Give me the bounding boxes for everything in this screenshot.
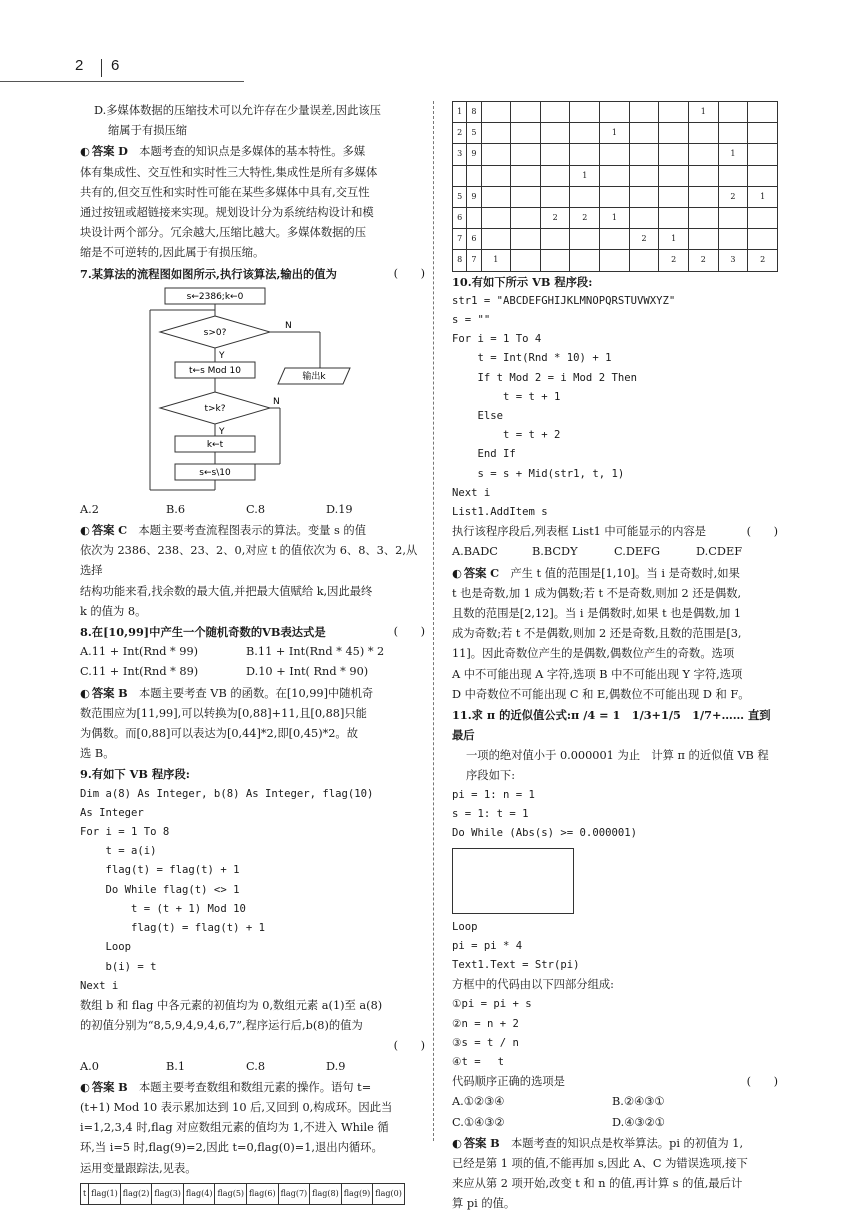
trace-header-cell: flag(3): [152, 1183, 184, 1204]
trace-header-cell: flag(5): [215, 1183, 247, 1204]
trace-cell: [659, 144, 689, 165]
trace-header-cell: flag(4): [183, 1183, 215, 1204]
q11-expl-3: 算 pi 的值。: [452, 1197, 516, 1211]
trace-cell: [689, 144, 719, 165]
q10-answer: ◐ 答案 C 产生 t 值的范围是[1,10]。当 i 是奇数时,如果: [452, 563, 778, 584]
trace-cell: 2: [570, 208, 600, 229]
trace-cell: [659, 102, 689, 123]
page-header: [0, 55, 244, 82]
trace-cell: [481, 208, 511, 229]
q10-option-d: D.CDEF: [696, 545, 743, 559]
trace-cell: 2: [540, 208, 570, 229]
q11-options-row1: [452, 1092, 778, 1112]
trace-cell: [629, 250, 659, 271]
trace-header-cell: flag(8): [310, 1183, 342, 1204]
q11-part-4: ④t = t: [452, 1055, 504, 1068]
q9-option-b: B.1: [166, 1059, 186, 1073]
trace-cell: [629, 186, 659, 207]
q10-desc: 执行该程序段后,列表框 List1 中可能显示的内容是 ( ): [452, 525, 778, 539]
trace-cell: [540, 123, 570, 144]
q10-option-c: C.DEFG: [614, 545, 660, 559]
fc-no-label-1: N: [285, 320, 292, 331]
trace-cell: 7: [467, 250, 481, 271]
q8-options-row1: [80, 642, 425, 662]
trace-cell: [718, 123, 748, 144]
trace-cell: [540, 165, 570, 186]
trace-cell: [600, 250, 630, 271]
trace-header-cell: flag(0): [373, 1183, 405, 1204]
trace-cell: [540, 250, 570, 271]
fc-cond1-text: s>0?: [203, 327, 227, 338]
trace-cell: [481, 165, 511, 186]
trace-cell: [629, 102, 659, 123]
q11-option-b: B.②④③①: [612, 1095, 665, 1109]
q11-stem-0: 11.求 π 的近似值公式:π /4 = 1 1/3+1/5 1/7+…… 直到最后: [452, 708, 771, 743]
trace-cell: [629, 123, 659, 144]
trace-cell: [689, 186, 719, 207]
trace-cell: 1: [600, 123, 630, 144]
trace-cell: [689, 229, 719, 250]
q10-option-a: A.BADC: [452, 545, 498, 559]
q11-expl-2: 来应从第 2 项开始,改变 t 和 n 的值,再计算 s 的值,最后计: [452, 1177, 743, 1191]
trace-row: [453, 229, 778, 250]
trace-cell: [748, 144, 778, 165]
trace-cell: [481, 186, 511, 207]
q9-desc-0: 数组 b 和 flag 中各元素的初值均为 0,数组元素 a(1)至 a(8): [80, 998, 383, 1012]
q9-expl-4: 运用变量跟踪法,见表。: [80, 1161, 197, 1175]
trace-cell: [540, 144, 570, 165]
trace-cell: [511, 186, 541, 207]
trace-row: [453, 208, 778, 229]
fc-cond2-text: t>k?: [204, 403, 226, 414]
q7-expl-2: 结构功能来看,找余数的最大值,并把最大值赋给 k,因此最终: [80, 584, 373, 598]
trace-table-header: [80, 1183, 405, 1205]
trace-cell: [540, 229, 570, 250]
q10-expl-6: D 中奇数位不可能出现 C 和 E,偶数位不可能出现 D 和 F。: [452, 687, 750, 701]
trace-cell: 1: [659, 229, 689, 250]
q11-part-2: ②n = n + 2: [452, 1017, 519, 1030]
trace-cell: [659, 165, 689, 186]
q7-expl-3: k 的值为 8。: [80, 604, 147, 618]
q11-option-d: D.④③②①: [612, 1115, 665, 1129]
trace-cell: [467, 208, 481, 229]
q10-stem: 10.有如下所示 VB 程序段:: [452, 274, 593, 289]
q9-options: [80, 1057, 425, 1077]
q7-option-d: D.19: [326, 502, 353, 516]
trace-cell: [511, 208, 541, 229]
trace-cell: 9: [467, 144, 481, 165]
trace-cell: 1: [718, 144, 748, 165]
q9-answer: ◐ 答案 B 本题主要考查数组和数组元素的操作。语句 t=: [80, 1077, 425, 1098]
q8-expl-1: 数范围应为[11,99],可以转换为[0,88]+11,且[0,88]只能: [80, 706, 367, 720]
trace-cell: [718, 208, 748, 229]
trace-cell: [481, 229, 511, 250]
trace-cell: [540, 186, 570, 207]
q6-option-d-line1: D.多媒体数据的压缩技术可以允许存在少量误差,因此该压: [94, 104, 381, 117]
trace-cell: [748, 102, 778, 123]
q7-option-b: B.6: [166, 502, 186, 516]
q9-expl-2: i=1,2,3,4 时,flag 对应数组元素的值均为 1,不进入 While 循: [80, 1121, 389, 1135]
q6-expl-5: 缩是不可逆转的,因此属于有损压缩。: [80, 246, 265, 260]
q9-paren: ( ): [393, 1039, 425, 1053]
q6-expl-0: 本题考查的知识点是多媒体的基本特性。多媒: [139, 145, 366, 159]
trace-cell: [748, 123, 778, 144]
trace-cell: [748, 229, 778, 250]
q10-expl-5: A 中不可能出现 A 字符,选项 B 中不可能出现 Y 字符,选项: [452, 667, 743, 681]
trace-cell: 3: [718, 250, 748, 271]
trace-cell: [600, 165, 630, 186]
q9-option-a: A.0: [80, 1059, 99, 1073]
q9-stem: 9.有如下 VB 程序段:: [80, 767, 190, 782]
q10-options: [452, 542, 778, 562]
trace-header-cell: t: [81, 1183, 89, 1204]
q10-expl-1: t 也是奇数,加 1 成为偶数;若 t 不是奇数,则加 2 还是偶数,: [452, 586, 742, 600]
q6-answer-key: D: [118, 144, 128, 159]
q7-option-c: C.8: [246, 502, 266, 516]
q6-answer: [80, 141, 425, 162]
trace-header-cell: flag(1): [89, 1183, 121, 1204]
q8-option-b: B.11 + Int(Rnd * 45) * 2: [246, 645, 385, 659]
trace-cell: [511, 102, 541, 123]
trace-row: [453, 165, 778, 186]
q9-code: Dim a(8) As Integer, b(8) As Integer, flag(10) As Integer For i = 1 To 8 t = a(i) flag(t) = flag(t) + 1 Do While flag(t) <> 1 t = (t + 1) Mod 10 flag(t) = flag(t) + 1 Loop b(i) = t Next i: [80, 787, 374, 992]
trace-cell: [570, 144, 600, 165]
trace-cell: [511, 123, 541, 144]
answer-label: ◐ 答案: [80, 145, 114, 158]
trace-cell: [659, 208, 689, 229]
q9-option-d: D.9: [326, 1059, 346, 1073]
right-column: [452, 101, 778, 1215]
trace-cell: [659, 123, 689, 144]
fc-init-text: s←2386;k←0: [186, 291, 244, 302]
trace-cell: [718, 102, 748, 123]
trace-row: [453, 144, 778, 165]
q9-expl-3: 环,当 i=5 时,flag(9)=2,因此 t=0,flag(0)=1,退出内循环。: [80, 1141, 383, 1155]
q7-flowchart: [145, 286, 385, 498]
trace-cell: 6: [467, 229, 481, 250]
trace-cell: [600, 186, 630, 207]
trace-cell: [600, 229, 630, 250]
q11-option-c: C.①④③②: [452, 1115, 505, 1129]
trace-row: [453, 250, 778, 271]
header-divider: [101, 59, 102, 77]
q7-stem: 7.某算法的流程图如图所示,执行该算法,输出的值为 ( ): [80, 266, 425, 281]
q8-option-d: D.10 + Int( Rnd * 90): [246, 665, 369, 679]
fc-yes-label-1: Y: [219, 350, 225, 361]
fc-step1-text: t←s Mod 10: [189, 365, 241, 376]
trace-cell: [689, 123, 719, 144]
trace-row: [453, 102, 778, 123]
q10-expl-4: 11]。因此奇数位产生的是偶数,偶数位产生的奇数。选项: [452, 647, 735, 661]
page-number-left: 2: [75, 57, 84, 74]
trace-cell: [748, 165, 778, 186]
q11-code-bottom: Loop pi = pi * 4 Text1.Text = Str(pi): [452, 920, 580, 971]
trace-cell: 1: [689, 102, 719, 123]
q6-expl-4: 块设计两个部分。冗余越大,压缩比越大。多媒体数据的压: [80, 226, 367, 240]
trace-header-cell: flag(9): [341, 1183, 373, 1204]
trace-cell: [629, 144, 659, 165]
q11-part-3: ③s = t / n: [452, 1036, 519, 1049]
trace-cell: 2: [718, 186, 748, 207]
trace-cell: [659, 186, 689, 207]
trace-header-cell: flag(6): [247, 1183, 279, 1204]
trace-cell: 1: [453, 102, 467, 123]
column-divider: [433, 101, 434, 1141]
trace-table: [452, 101, 778, 272]
trace-cell: 2: [689, 250, 719, 271]
trace-cell: [570, 186, 600, 207]
q8-answer: ◐ 答案 B 本题主要考查 VB 的函数。在[10,99]中随机奇: [80, 683, 425, 704]
trace-cell: 1: [570, 165, 600, 186]
q10-expl-3: 成为奇数;若 t 不是偶数,则加 2 还是奇数,且数的范围是[3,: [452, 627, 742, 641]
trace-cell: [511, 165, 541, 186]
trace-cell: 3: [453, 144, 467, 165]
trace-cell: [629, 208, 659, 229]
q11-answer: ◐ 答案 B 本题考查的知识点是枚举算法。pi 的初值为 1,: [452, 1133, 778, 1154]
q11-stem-1: 一项的绝对值小于 0.000001 为止 计算 π 的近似值 VB 程: [466, 748, 769, 762]
q8-option-c: C.11 + Int(Rnd * 89): [80, 665, 199, 679]
trace-cell: [540, 102, 570, 123]
trace-cell: [511, 229, 541, 250]
q8-options-row2: [80, 662, 425, 682]
q11-desc: 方框中的代码由以下四部分组成:: [452, 978, 614, 992]
trace-cell: 7: [453, 229, 467, 250]
trace-cell: 2: [748, 250, 778, 271]
q6-expl-3: 通过按钮或超链接来实现。规划设计分为系统结构设计和模: [80, 206, 374, 220]
trace-cell: [570, 229, 600, 250]
q7-options: [80, 500, 425, 520]
trace-cell: [600, 144, 630, 165]
trace-cell: 1: [748, 186, 778, 207]
trace-header-cell: flag(7): [278, 1183, 310, 1204]
q7-option-a: A.2: [80, 502, 99, 516]
trace-cell: [629, 165, 659, 186]
trace-cell: [570, 102, 600, 123]
q8-expl-2: 为偶数。而[0,88]可以表达为[0,44]*2,即[0,45)*2。故: [80, 727, 359, 741]
fc-yes-label-2: Y: [219, 426, 225, 437]
trace-cell: 2: [453, 123, 467, 144]
q11-part-1: ①pi = pi + s: [452, 998, 532, 1011]
trace-cell: 6: [453, 208, 467, 229]
trace-cell: 8: [453, 250, 467, 271]
trace-cell: [453, 165, 467, 186]
fc-no-label-2: N: [273, 396, 280, 407]
trace-cell: [481, 102, 511, 123]
q9-option-c: C.8: [246, 1059, 266, 1073]
trace-cell: [600, 102, 630, 123]
trace-cell: 1: [600, 208, 630, 229]
trace-header-cell: flag(2): [120, 1183, 152, 1204]
q11-option-a: A.①②③④: [452, 1095, 505, 1109]
q8-option-a: A.11 + Int(Rnd * 99): [80, 645, 199, 659]
trace-cell: [511, 144, 541, 165]
trace-cell: 9: [467, 186, 481, 207]
trace-cell: 8: [467, 102, 481, 123]
trace-cell: 2: [629, 229, 659, 250]
trace-cell: [481, 144, 511, 165]
q10-code: str1 = "ABCDEFGHIJKLMNOPQRSTUVWXYZ" s = "" For i = 1 To 4 t = Int(Rnd * 10) + 1 If t Mod 2 = i Mod 2 Then t = t + 1 Else t = t + 2 End If s = s + Mid(str1, t, 1) Next i List1.AddItem s: [452, 294, 676, 519]
trace-cell: [511, 250, 541, 271]
page-number-right: 6: [111, 57, 120, 74]
q11-expl-1: 已经是第 1 项的值,不能再加 s,因此 A、C 为错误选项,接下: [452, 1156, 748, 1170]
q8-stem: 8.在[10,99]中产生一个随机奇数的VB表达式是 ( ): [80, 625, 425, 640]
trace-cell: [570, 123, 600, 144]
trace-cell: [718, 165, 748, 186]
trace-cell: [718, 229, 748, 250]
q11-choice-prompt: 代码顺序正确的选项是 ( ): [452, 1075, 778, 1089]
q11-options-row2: [452, 1113, 778, 1133]
q6-expl-1: 体有集成性、交互性和实时性三大特性,集成性是所有多媒体: [80, 165, 378, 179]
trace-cell: [481, 123, 511, 144]
q11-code-box: [452, 848, 574, 914]
trace-cell: 5: [453, 186, 467, 207]
trace-cell: [467, 165, 481, 186]
q9-expl-1: (t+1) Mod 10 表示累加达到 10 后,又回到 0,构成环。因此当: [80, 1100, 393, 1114]
fc-output-text: 输出k: [302, 371, 326, 382]
trace-cell: [570, 250, 600, 271]
q7-answer: ◐ 答案 C 本题主要考查流程图表示的算法。变量 s 的值: [80, 520, 425, 541]
trace-cell: 5: [467, 123, 481, 144]
trace-cell: [748, 208, 778, 229]
trace-row: [453, 123, 778, 144]
q11-code-top: pi = 1: n = 1 s = 1: t = 1 Do While (Abs(s) >= 0.000001): [452, 788, 637, 840]
q10-expl-2: 且数的范围是[2,12]。当 i 是偶数时,如果 t 也是偶数,加 1: [452, 607, 742, 621]
q8-expl-3: 选 B。: [80, 747, 115, 761]
q11-stem-2: 序段如下:: [466, 768, 515, 782]
trace-cell: [689, 165, 719, 186]
q9-desc-1: 的初值分别为“8,5,9,4,9,4,6,7”,程序运行后,b(8)的值为: [80, 1019, 363, 1033]
q7-expl-1: 依次为 2386、238、23、2、0,对应 t 的值依次为 6、8、3、2,从选择: [80, 544, 418, 578]
trace-row: [453, 186, 778, 207]
q10-option-b: B.BCDY: [532, 545, 578, 559]
q6-option-d-line2: 缩属于有损压缩: [108, 124, 188, 138]
trace-cell: 2: [659, 250, 689, 271]
trace-cell: 1: [481, 250, 511, 271]
trace-cell: [689, 208, 719, 229]
q6-expl-2: 共有的,但交互性和实时性可能在某些多媒体中具有,交互性: [80, 185, 370, 199]
fc-step3-text: s←s\10: [199, 467, 231, 478]
fc-step2-text: k←t: [206, 439, 224, 450]
left-column: [80, 101, 425, 1205]
